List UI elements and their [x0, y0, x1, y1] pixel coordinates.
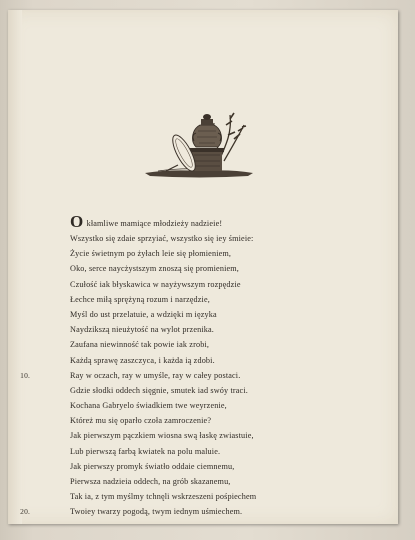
poem-line: [70, 277, 400, 292]
poem-line: [70, 444, 400, 459]
poem-line: [70, 474, 400, 489]
poem-line: [20, 368, 400, 383]
poem-line: [70, 459, 400, 474]
poem-line-text: Któreż mu się oparło czoła zamroczenie?: [70, 416, 212, 426]
poem-line: [70, 292, 400, 307]
poem-line: [70, 231, 400, 246]
poem-line-text: Zaufana niewinność tak powie iak zrobi,: [70, 340, 210, 350]
poem-line: [70, 398, 400, 413]
poem-line-text: Życie świetnym po żyłach leie się płomieniem,: [70, 249, 232, 259]
book-page: [8, 10, 398, 524]
poem-line: [70, 246, 400, 261]
poem-line-text: Tak ia, z tym myślmy tchnęli wskrzeszeni pośpiechem: [70, 492, 257, 502]
poem-line-text: Oko, serce naycżystszym znoszą się promieniem,: [70, 264, 240, 274]
poem-line: [70, 322, 400, 337]
poem-line: [70, 307, 400, 322]
poem-line-text: Każdą sprawę zaszczyca, i każda ią zdobi.: [70, 355, 215, 365]
page-gutter: [8, 10, 22, 524]
poem-line-text: Ray w oczach, ray w umyśle, ray w całey postaci.: [70, 370, 241, 380]
poem-line: [70, 213, 400, 231]
poem-line-text: Czułość iak błyskawica w nayżywszym rozpędzie: [70, 279, 241, 289]
poem-line-text: Myśl do ust przelatuie, a wdzięki m ięzyka: [70, 309, 217, 319]
poem-text: [20, 212, 400, 520]
poem-line: [70, 413, 400, 428]
poem-line: [70, 353, 400, 368]
poem-line-text: Pierwsza nadzieia oddech, na grób skazanemu,: [70, 477, 231, 486]
urn-vignette-icon: [140, 95, 258, 183]
poem-line-text: Lub pierwszą farbą kwiatek na polu maluie.: [70, 446, 221, 456]
poem-line-text: Twoiey twarzy pogodą, twym iednym uśmiechem.: [70, 507, 243, 517]
poem-line-text: Kochana Gabryelo świadkiem twe weyrzenie,: [70, 401, 227, 411]
line-number: 20.: [20, 507, 30, 517]
poem-line-text: Wszystko się zdaie sprzyiać, wszystko się iey śmieie:: [70, 234, 254, 243]
poem-line: [70, 383, 400, 398]
poem-line-text: Jak pierwszym pączkiem wiosna swą łaskę zwiastuie,: [70, 431, 254, 441]
poem-line: [70, 428, 400, 443]
poem-line: [70, 337, 400, 352]
poem-line: [70, 261, 400, 276]
line-number: 10.: [20, 370, 30, 380]
poem-line-text: Jak pierwszy promyk światło oddaie ciemnemu,: [70, 461, 235, 471]
poem-line-text: Naydzikszą nieużytość na wylot przenika.: [70, 325, 214, 335]
poem-line-text: kłamliwe mamiące młodzieży nadzieie!: [84, 219, 223, 228]
poem-line-text: Łechce miłą sprężyną rozum i narzędzie,: [70, 294, 210, 304]
poem-line-text: Gdzie słodki oddech sięgnie, smutek iad swóy traci.: [70, 385, 248, 395]
poem-line: [20, 504, 400, 519]
drop-cap: O: [70, 212, 84, 231]
poem-line: [70, 489, 400, 504]
